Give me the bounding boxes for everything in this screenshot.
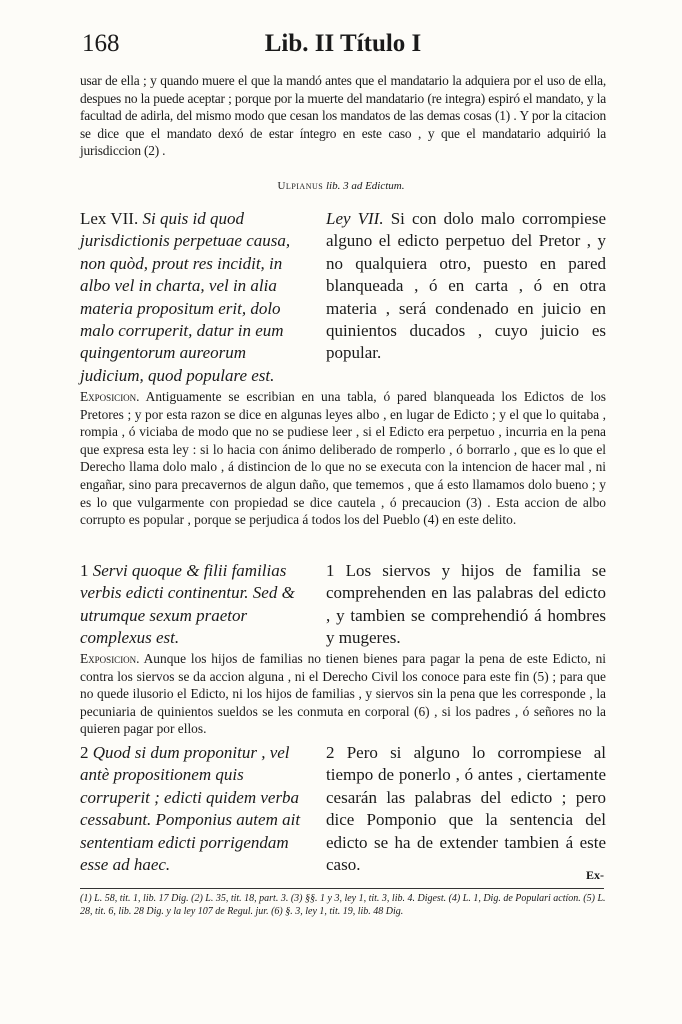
attribution-source: lib. 3 ad Edictum. bbox=[325, 180, 405, 192]
lex7-latin bbox=[80, 208, 314, 387]
running-title: Lib. II Título I bbox=[264, 30, 422, 57]
page-header bbox=[82, 30, 604, 66]
section-1-number: 1 bbox=[80, 561, 89, 580]
lex7-latin-lead: Lex VII. bbox=[80, 209, 139, 228]
section-1-latin-text: Servi quoque & filii familias verbis edicti continentur. Sed & utrumque sexum praetor complexus est. bbox=[80, 561, 295, 648]
section-2-latin-text: Quod si dum proponitur , vel antè propositionem quis corruperit ; edicti quidem verba cessabunt. Pomponius autem ait sententiam edicti porrigendam esse ad haec. bbox=[80, 743, 301, 875]
footnote-rule bbox=[80, 888, 604, 889]
lex7-spanish bbox=[326, 208, 606, 365]
lex7-latin-text: Si quis id quod jurisdictionis perpetuae causa, non quòd, prout res incidit, in albo vel in charta, vel in alia materia propositum erit, dolo malo corruperit, datur in eum quingentorum aureorum judicium, quod populare est. bbox=[80, 209, 291, 385]
section-1-spanish-text: Los siervos y hijos de familia se comprehenden en las palabras del edicto , y tambien se comprehendió á hombres y mugeres. bbox=[326, 561, 607, 648]
page-number: 168 bbox=[82, 30, 120, 57]
exposicion-2 bbox=[80, 650, 606, 738]
section-2-spanish-text: Pero si alguno lo corrompiese al tiempo de ponerlo , ó antes , ciertamente cesarán las palabras del edicto ; pero dice Pomponio que la sentencia del edicto se ha de extender tambien á este caso. bbox=[326, 743, 606, 875]
exposicion-2-text: Aunque los hijos de familias no tienen bienes para pagar la pena de este Edicto, ni contra los siervos se da accion alguna , ni el Derecho Civil los conoce para este fin (5) ; para que no quede ilusorio el Edicto, ni los hijos de familias , y siervos sin la pena que les corresponde , la pecuniaria de quinientos sueldos se les conmuta en corporal (6) , si los padres , ó señores no la quieren pagar por ellos. bbox=[80, 651, 607, 737]
intro-paragraph: usar de ella ; y quando muere el que la mandó antes que el mandatario la adquiera por el uso de ella, despues no la puede aceptar ; porque por la muerte del mandatario (re integra) espiró el mandato, y la facultad de adirla, del mismo modo que cesan los mandatos de las demas cosas (1) . Y por la citacion se dice que el mandato dexó de estar íntegro en este caso , y que el mandatario adquirió la jurisdiccion (2) . bbox=[80, 73, 606, 159]
section-2-number: 2 bbox=[80, 743, 89, 762]
attribution-author: Ulpianus bbox=[277, 180, 324, 192]
section-1-spanish-number: 1 bbox=[326, 561, 335, 580]
section-2-spanish-number: 2 bbox=[326, 743, 335, 762]
exposicion-1 bbox=[80, 388, 606, 529]
source-attribution bbox=[0, 180, 682, 192]
exposicion-1-text: Antiguamente se escribian en una tabla, ó pared blanqueada los Edictos de los Pretores ; y por esta razon se dice en algunas leyes albo , en lugar de Edicto ; y el que lo quitaba , rompia , ó viciaba de modo que no se pudiese leer , si el Edicto era perpetuo , incurria en la pena que expresa esta ley : si lo hacia con ánimo deliberado de romperlo , ó borrarlo , que es lo que el Derecho llama dolo malo , á distincion de lo que no se executa con la intencion de hacer mal , ni engañar, sino para precavernos de algun daño, que tememos , que á esto llamamos dolo bueno ; y es lo que vulgarmente con propiedad se dice cautela , ó precaucion (3) . Esta accion de albo corrupto es popular , porque se perjudica á todos los del Pueblo (4) en este delito. bbox=[80, 389, 607, 528]
catchword: Ex- bbox=[586, 868, 604, 882]
section-2-latin bbox=[80, 742, 314, 876]
exposicion-1-label: Exposicion. bbox=[80, 389, 140, 404]
section-1-spanish bbox=[326, 560, 606, 650]
lex7-spanish-text: Si con dolo malo corrompiese alguno el edicto perpetuo del Pretor , y no qualquiera otro, puesto en pared blanqueada , ó en carta , ó en otra materia , será condenado en juicio en quinientos ducados , cuyo juicio es popular. bbox=[326, 209, 606, 363]
section-1-latin bbox=[80, 560, 314, 650]
section-2-spanish bbox=[326, 742, 606, 876]
lex7-spanish-lead: Ley VII. bbox=[326, 209, 384, 228]
exposicion-2-label: Exposicion. bbox=[80, 651, 140, 666]
footnotes: (1) L. 58, tit. 1, lib. 17 Dig. (2) L. 35, tit. 18, part. 3. (3) §§. 1 y 3, ley 1, tit. 3, lib. 4. Digest. (4) L. 1, Dig. de Populari actíon. (5) L. 28, tit. 6, lib. 28 Dig. y la ley 107 de Regul. jur. (6) §. 3, ley 1, tit. 19, lib. 48 Dig. bbox=[80, 893, 606, 917]
